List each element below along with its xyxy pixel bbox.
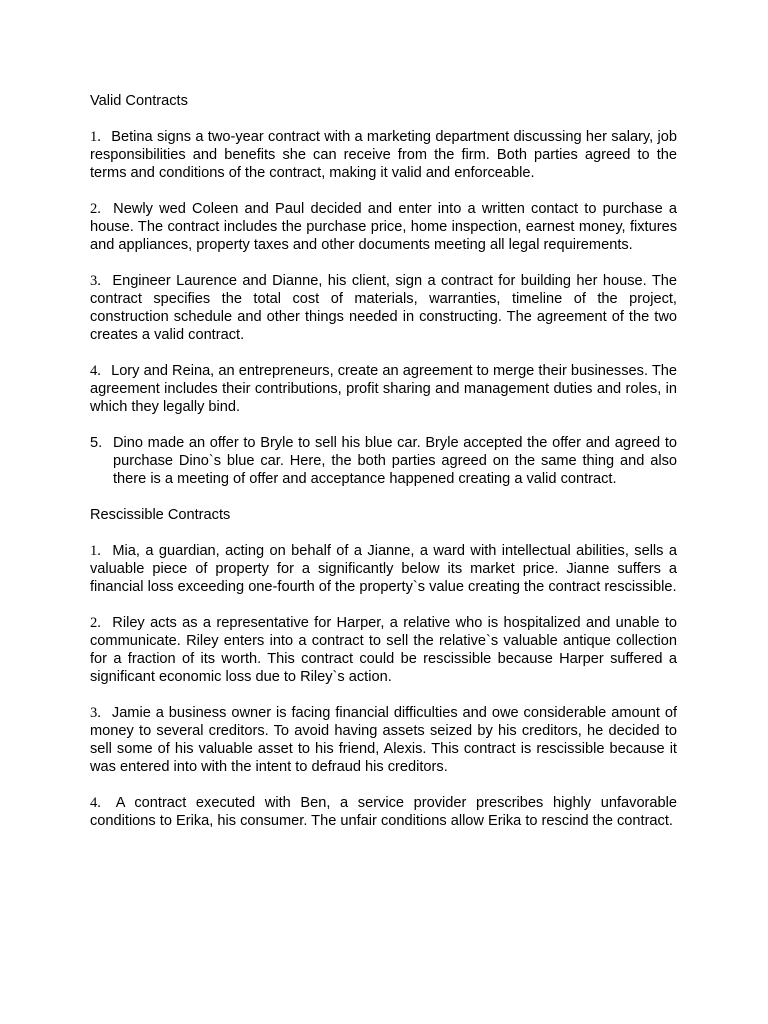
item-text: Betina signs a two-year contract with a marketing department discussing her salary, job responsibilities and benefits she can receive from the firm. Both parties agreed to the terms and conditions of the contract, making it valid and enforceable. bbox=[90, 129, 677, 181]
item-text: Engineer Laurence and Dianne, his client, sign a contract for building her house. The contract specifies the total cost of materials, warranties, timeline of the project, construction schedule and other things needed in constructing. The agreement of the two creates a valid contract. bbox=[90, 273, 677, 343]
rescissible-item-1 bbox=[90, 542, 677, 596]
item-number: 5. bbox=[90, 435, 103, 451]
item-number: 1. bbox=[90, 543, 101, 559]
item-text: Dino made an offer to Bryle to sell his blue car. Bryle accepted the offer and agreed to purchase Dino`s blue car. Here, the both parties agreed on the same thing and also there is a meeting of offer and acceptance happened creating a valid contract. bbox=[113, 435, 677, 487]
item-number: 3. bbox=[90, 273, 101, 289]
rescissible-item-2 bbox=[90, 614, 677, 686]
item-text: Lory and Reina, an entrepreneurs, create an agreement to merge their businesses. The agreement includes their contributions, profit sharing and management duties and roles, in which they legally bind. bbox=[90, 363, 677, 415]
item-number: 4. bbox=[90, 363, 101, 379]
item-number: 2. bbox=[90, 615, 101, 631]
rescissible-contracts-heading: Rescissible Contracts bbox=[90, 507, 231, 523]
item-number: 1. bbox=[90, 129, 101, 145]
item-number: 2. bbox=[90, 201, 101, 217]
rescissible-item-4 bbox=[90, 794, 677, 830]
item-text: Newly wed Coleen and Paul decided and enter into a written contact to purchase a house. The contract includes the purchase price, home inspection, earnest money, fixtures and appliances, property taxes and other documents meeting all legal requirements. bbox=[90, 201, 677, 253]
valid-item-5 bbox=[90, 434, 677, 488]
valid-item-2 bbox=[90, 200, 677, 254]
valid-item-4 bbox=[90, 362, 677, 416]
document-page bbox=[90, 92, 677, 848]
item-text: Riley acts as a representative for Harper, a relative who is hospitalized and unable to communicate. Riley enters into a contract to sell the relative`s valuable antique collection for a fraction of its worth. This contract could be rescissible because Harper suffered a significant economic loss due to Riley`s action. bbox=[90, 615, 677, 685]
valid-contracts-heading: Valid Contracts bbox=[90, 93, 188, 109]
valid-item-1 bbox=[90, 128, 677, 182]
item-text: A contract executed with Ben, a service provider prescribes highly unfavorable conditions to Erika, his consumer. The unfair conditions allow Erika to rescind the contract. bbox=[90, 795, 678, 829]
item-number: 3. bbox=[90, 705, 101, 721]
rescissible-item-3 bbox=[90, 704, 677, 776]
valid-item-3 bbox=[90, 272, 677, 344]
item-text: Jamie a business owner is facing financial difficulties and owe considerable amount of money to several creditors. To avoid having assets seized by his creditors, he decided to sell some of his valuable asset to his friend, Alexis. This contract is rescissible because it was entered into with the intent to defraud his creditors. bbox=[90, 705, 677, 775]
item-number: 4. bbox=[90, 795, 101, 811]
item-text: Mia, a guardian, acting on behalf of a Jianne, a ward with intellectual abilities, sells a valuable piece of property for a significantly below its market price. Jianne suffers a financial loss exceeding one-fourth of the property`s value creating the contract rescissible. bbox=[90, 543, 677, 595]
